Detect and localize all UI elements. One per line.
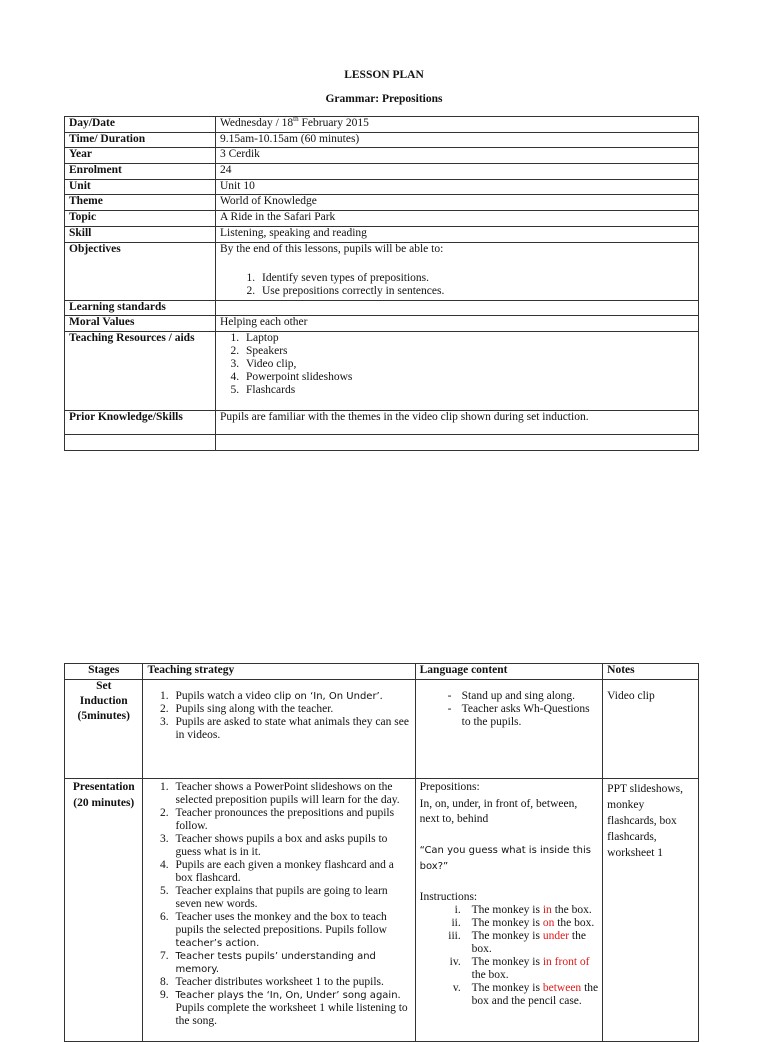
resources-label: Teaching Resources / aids — [65, 331, 216, 410]
prior-label: Prior Knowledge/Skills — [65, 410, 216, 434]
time-label: Time/ Duration — [65, 132, 216, 148]
guess-question: “Can you guess what is inside this box?” — [419, 845, 592, 872]
presentation-notes: PPT slideshows, monkey flashcards, box flashcards, worksheet 1 — [603, 779, 699, 1042]
topic-label: Topic — [65, 211, 216, 227]
list-item: v. The monkey is between the box and the pencil case. — [464, 982, 599, 1008]
table-row — [65, 179, 699, 195]
resource-item: 2. Speakers — [242, 345, 694, 358]
objectives-label: Objectives — [65, 242, 216, 300]
objective-item: 1. Identify seven types of prepositions. — [258, 272, 694, 285]
empty-cell — [65, 434, 216, 450]
list-item: ii. The monkey is on the box. — [464, 917, 599, 930]
table-row — [65, 148, 699, 164]
day-date-value: Wednesday / 18th February 2015 — [216, 117, 699, 133]
resource-item: 5. Flashcards — [242, 384, 694, 397]
list-item: 6. Teacher uses the monkey and the box to teach pupils the selected prepositions. Pupils follow teacher’s action. — [171, 911, 410, 950]
objectives-intro: By the end of this lessons, pupils will be able to: — [220, 242, 444, 255]
set-induction-notes: Video clip — [603, 680, 699, 779]
list-item: 9. Teacher plays the ‘In, On, Under’ song again. Pupils complete the worksheet 1 while listening to the song. — [171, 989, 410, 1028]
stages-header: Stages — [65, 664, 143, 680]
lesson-table — [64, 663, 699, 1042]
list-item: i. The monkey is in the box. — [464, 904, 599, 917]
day-date-label: Day/Date — [65, 117, 216, 133]
resource-item: 4. Powerpoint slideshows — [242, 371, 694, 384]
set-induction-stage: Set Induction (5minutes) — [65, 680, 143, 779]
unit-label: Unit — [65, 179, 216, 195]
table-row — [65, 164, 699, 180]
objectives-value — [216, 242, 699, 300]
list-item: 2. Teacher pronounces the prepositions and pupils follow. — [171, 807, 410, 833]
table-row — [65, 680, 699, 779]
unit-value: Unit 10 — [216, 179, 699, 195]
enrolment-value: 24 — [216, 164, 699, 180]
list-item: 1. Pupils watch a video clip on ‘In, On Under’. — [171, 690, 410, 703]
table-row — [65, 331, 699, 410]
info-table — [64, 116, 699, 451]
strategy-header: Teaching strategy — [143, 664, 415, 680]
presentation-language — [415, 779, 603, 1042]
set-induction-language — [415, 680, 603, 779]
table-row — [65, 779, 699, 1042]
table-row — [65, 410, 699, 434]
table-row — [65, 300, 699, 316]
list-item: 3. Teacher shows pupils a box and asks pupils to guess what is in it. — [171, 833, 410, 859]
resource-item: 1. Laptop — [242, 332, 694, 345]
moral-values-value: Helping each other — [216, 316, 699, 332]
enrolment-label: Enrolment — [65, 164, 216, 180]
resources-value — [216, 331, 699, 410]
topic-value: A Ride in the Safari Park — [216, 211, 699, 227]
year-value: 3 Cerdik — [216, 148, 699, 164]
prepositions-list: In, on, under, in front of, between, next to, behind — [419, 798, 578, 825]
list-item: 5. Teacher explains that pupils are going to learn seven new words. — [171, 885, 410, 911]
table-row — [65, 132, 699, 148]
table-header-row — [65, 664, 699, 680]
list-item: - Teacher asks Wh-Questions to the pupils. — [450, 703, 599, 729]
list-item: 1. Teacher shows a PowerPoint slideshows on the selected preposition pupils will learn for the day. — [171, 781, 410, 807]
empty-cell — [216, 434, 699, 450]
resource-item: 3. Video clip, — [242, 358, 694, 371]
skill-label: Skill — [65, 226, 216, 242]
table-row — [65, 195, 699, 211]
list-item: 3. Pupils are asked to state what animals they can see in videos. — [171, 716, 410, 742]
list-item: 7. Teacher tests pupils’ understanding and memory. — [171, 950, 410, 976]
theme-label: Theme — [65, 195, 216, 211]
moral-values-label: Moral Values — [65, 316, 216, 332]
instructions-title: Instructions: — [419, 891, 478, 903]
learning-standards-label: Learning standards — [65, 300, 216, 316]
table-row — [65, 242, 699, 300]
list-item: - Stand up and sing along. — [450, 690, 599, 703]
page-subtitle: Grammar: Prepositions — [325, 93, 443, 105]
presentation-strategy — [143, 779, 415, 1042]
set-induction-strategy — [143, 680, 415, 779]
year-label: Year — [65, 148, 216, 164]
list-item: iii. The monkey is under the box. — [464, 930, 599, 956]
objective-item: 2. Use prepositions correctly in sentences. — [258, 285, 694, 298]
table-row — [65, 211, 699, 227]
language-header: Language content — [415, 664, 603, 680]
table-row — [65, 117, 699, 133]
prior-value: Pupils are familiar with the themes in the video clip shown during set induction. — [216, 410, 699, 434]
table-row — [65, 226, 699, 242]
time-value: 9.15am-10.15am (60 minutes) — [216, 132, 699, 148]
table-row — [65, 316, 699, 332]
table-row — [65, 434, 699, 450]
prepositions-title: Prepositions: — [419, 781, 480, 793]
learning-standards-value — [216, 300, 699, 316]
theme-value: World of Knowledge — [216, 195, 699, 211]
list-item: 8. Teacher distributes worksheet 1 to the pupils. — [171, 976, 410, 989]
presentation-stage: Presentation (20 minutes) — [65, 779, 143, 1042]
skill-value: Listening, speaking and reading — [216, 226, 699, 242]
list-item: iv. The monkey is in front of the box. — [464, 956, 599, 982]
list-item: 2. Pupils sing along with the teacher. — [171, 703, 410, 716]
notes-header: Notes — [603, 664, 699, 680]
list-item: 4. Pupils are each given a monkey flashcard and a box flashcard. — [171, 859, 410, 885]
page-title: LESSON PLAN — [344, 69, 424, 81]
